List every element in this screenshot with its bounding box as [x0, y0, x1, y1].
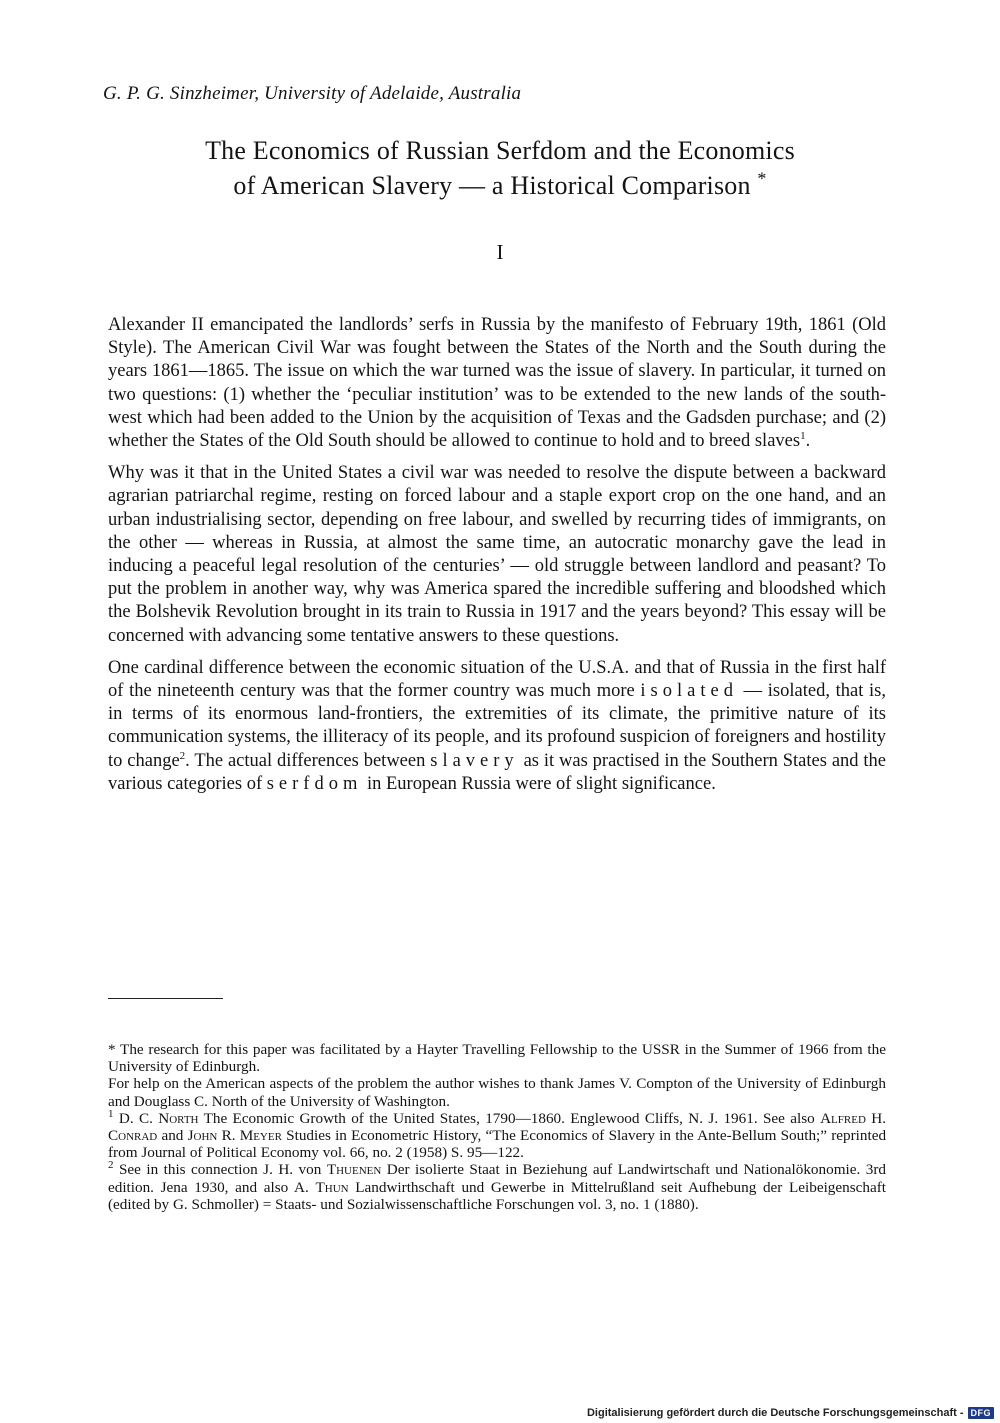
paragraph-3-part-b: — isolated, that is, in terms of its enormous land-frontiers, the extremities of its climate, the primitive nature of its communication systems, the illiteracy of its people, and its profound suspicion of foreigners and hostility to change [108, 681, 887, 771]
paragraph-2: Why was it that in the United States a civil war was needed to resolve the dispute between a backward agrarian patriarchal regime, resting on forced labour and a staple export crop on the one hand, and an urban industrialising sector, depending on free labour, and swelled by recurring tides of immigrants, on the other — whereas in Russia, at almost the same time, an autocratic monarchy gave the lead in inducing a peaceful legal resolution of the centuries’ — old struggle between landlord and peasant? To put the problem in another way, why was America spared the incredible suffering and bloodshed which the Bolshevik Revolution brought in its train to Russia in 1917 and the years beyond? This essay will be concerned with advancing some tentative answers to these questions. [108, 463, 886, 646]
paragraph-1-end: . [805, 431, 811, 452]
paragraph-3-part-c: . The actual differences between [185, 750, 426, 771]
footnote-2-text-a: See in this connection J. H. von [118, 1161, 322, 1179]
paragraph-1 [108, 314, 886, 453]
title-line-1: The Economics of Russian Serfdom and the Economics [205, 136, 795, 165]
footnote-divider [108, 998, 223, 999]
footnote-2-author: Thuenen [326, 1161, 382, 1179]
body-text [108, 314, 886, 805]
footnotes [108, 1041, 886, 1213]
paragraph-3 [108, 657, 886, 796]
footnote-1-number: 1 [108, 1107, 114, 1120]
paragraph-3-part-a: One cardinal difference between the economic situation of the U.S.A. and that of Russia in the first half of the nineteenth century was that the former country was much more [108, 657, 886, 702]
footnote-1-author: D. C. North [118, 1109, 199, 1127]
footnote-1-text-b: Studies in Econometric History, “The Economics of Slavery in the Ante-Bellum South;” reprinted from Journal of Political Economy vol. 66, no. 2 (1958) S. 95—122. [108, 1127, 887, 1162]
footnote-2-text-b: Der isolierte Staat in Beziehung auf Landwirtschaft und Nationalökonomie. 3rd edition. Jena 1930, and also A. [108, 1161, 886, 1196]
title-footnote-mark: * [757, 168, 767, 189]
digitization-credit [587, 1407, 994, 1419]
title-line-2 [110, 168, 890, 203]
section-number: I [496, 240, 504, 264]
footnote-2-number: 2 [108, 1159, 114, 1172]
author-line: G. P. G. Sinzheimer, University of Adelaide, Australia [103, 83, 522, 104]
footnote-ref-1: 1 [800, 429, 806, 442]
footnote-1 [108, 1107, 887, 1162]
footnote-1-author-3: John R. Meyer [187, 1127, 282, 1145]
emphasis-isolated: isolated [640, 681, 738, 702]
emphasis-serfdom: serfdom [266, 773, 363, 794]
title-line-2-text: of American Slavery — a Historical Comparison [233, 171, 751, 200]
footnote-1-text-a: The Economic Growth of the United States, 1790—1860. Englewood Cliffs, N. J. 1961. See also [203, 1109, 815, 1127]
emphasis-slavery: slavery [430, 750, 519, 771]
footnote-1-and: and [161, 1127, 184, 1145]
footnote-acknowledgement: For help on the American aspects of the problem the author wishes to thank James V. Compton of the University of Edinburgh and Douglass C. North of the University of Washington. [108, 1075, 886, 1110]
digitization-credit-text: Digitalisierung gefördert durch die Deutsche Forschungsgemeinschaft - [586, 1407, 964, 1419]
paragraph-1-text: Alexander II emancipated the landlords’ serfs in Russia by the manifesto of February 19th, 1861 (Old Style). The American Civil War was fought between the States of the North and the South during the years 1861—1865. The issue on which the war turned was the issue of slavery. In particular, it turned on two questions: (1) whether the ‘peculiar institution’ was to be extended to the new lands of the south-west which had been added to the Union by the acquisition of Texas and the Gadsden purchase; and (2) whether the States of the Old South should be allowed to continue to hold and to breed slaves [108, 315, 886, 452]
paragraph-3-part-e: in European Russia were of slight significance. [366, 773, 716, 794]
paragraph-3-part-d: as it was practised in the Southern States and the various categories of [108, 750, 887, 794]
footnote-2-text-c: Landwirthschaft und Gewerbe in Mittelrußland seit Aufhebung der Leibeigenschaft (edited by G. Schmoller) = Staats- und Sozialwissenschaftliche Forschungen vol. 3, no. 1 (1880). [108, 1178, 886, 1213]
footnote-2-author-2: Thun [315, 1178, 349, 1196]
footnote-ref-2: 2 [179, 749, 186, 762]
dfg-logo: DFG [968, 1407, 995, 1419]
footnote-2 [108, 1161, 886, 1213]
article-title [110, 133, 890, 203]
footnote-1-author-2: Alfred H. Conrad [108, 1109, 887, 1145]
footnote-star: * The research for this paper was facilitated by a Hayter Travelling Fellowship to the USSR in the Summer of 1966 from the University of Edinburgh. [108, 1041, 886, 1076]
